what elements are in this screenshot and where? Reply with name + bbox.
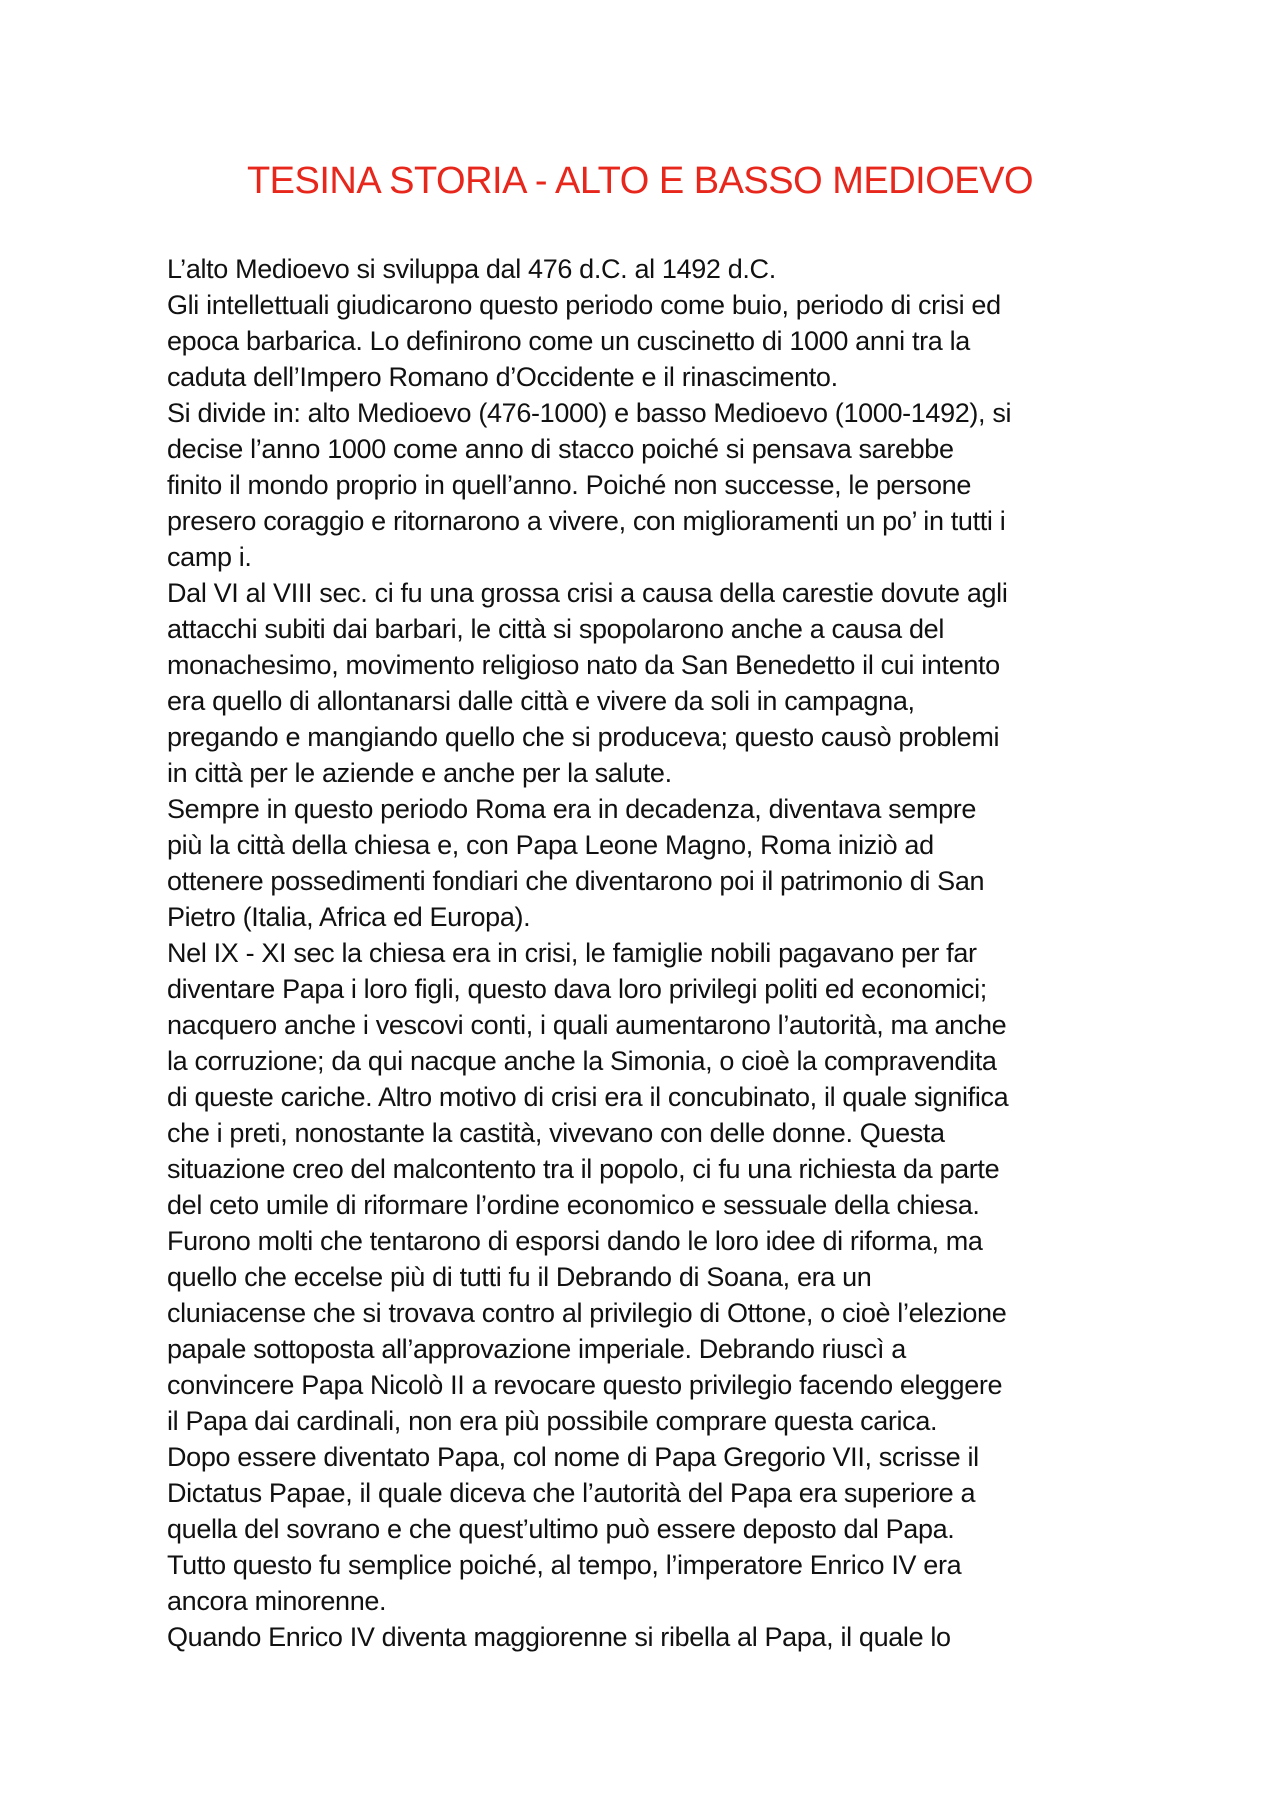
text-line: monachesimo, movimento religioso nato da San Benedetto il cui intento [167,650,1000,680]
text-line: Si divide in: alto Medioevo (476-1000) e basso Medioevo (1000-1492), si [167,398,1012,428]
text-line: il Papa dai cardinali, non era più possibile comprare questa carica. [167,1406,938,1436]
text-line: ancora minorenne. [167,1586,387,1616]
document-title: TESINA STORIA - ALTO E BASSO MEDIOEVO [246,160,1034,202]
text-line: in città per le aziende e anche per la salute. [167,758,672,788]
text-line: quello che eccelse più di tutti fu il Debrando di Soana, era un [167,1262,872,1292]
text-line: Pietro (Italia, Africa ed Europa). [167,902,531,932]
text-line: Tutto questo fu semplice poiché, al tempo, l’imperatore Enrico IV era [167,1550,962,1580]
text-line: pregando e mangiando quello che si produceva; questo causò problemi [167,722,1000,752]
text-line: diventare Papa i loro figli, questo dava loro privilegi politi ed economici; [167,974,987,1004]
text-line: Sempre in questo periodo Roma era in decadenza, diventava sempre [167,794,977,824]
text-line: convincere Papa Nicolò II a revocare questo privilegio facendo eleggere [167,1370,1003,1400]
text-line: Gli intellettuali giudicarono questo periodo come buio, periodo di crisi ed [167,290,1001,320]
text-line: era quello di allontanarsi dalle città e vivere da soli in campagna, [167,686,915,716]
text-line: Dopo essere diventato Papa, col nome di Papa Gregorio VII, scrisse il [167,1442,979,1472]
text-line: epoca barbarica. Lo definirono come un cuscinetto di 1000 anni tra la [167,326,970,356]
text-line: situazione creo del malcontento tra il popolo, ci fu una richiesta da parte [167,1154,1000,1184]
text-line: cluniacense che si trovava contro al privilegio di Ottone, o cioè l’elezione [167,1298,1007,1328]
text-line: camp i. [167,542,252,572]
text-line: attacchi subiti dai barbari, le città si spopolarono anche a causa del [167,614,944,644]
text-line: del ceto umile di riformare l’ordine economico e sessuale della chiesa. [167,1190,980,1220]
document-body [167,251,1127,1655]
text-line: presero coraggio e ritornarono a vivere, con miglioramenti un po’ in tutti i [167,506,1006,536]
text-line: nacquero anche i vescovi conti, i quali aumentarono l’autorità, ma anche [167,1010,1007,1040]
text-line: caduta dell’Impero Romano d’Occidente e il rinascimento. [167,362,838,392]
text-line: Nel IX - XI sec la chiesa era in crisi, le famiglie nobili pagavano per far [167,938,977,968]
text-line: L’alto Medioevo si sviluppa dal 476 d.C. al 1492 d.C. [167,254,776,284]
text-line: papale sottoposta all’approvazione imperiale. Debrando riuscì a [167,1334,906,1364]
text-line: più la città della chiesa e, con Papa Leone Magno, Roma iniziò ad [167,830,934,860]
text-line: ottenere possedimenti fondiari che diventarono poi il patrimonio di San [167,866,985,896]
text-line: che i preti, nonostante la castità, vivevano con delle donne. Questa [167,1118,945,1148]
text-line: di queste cariche. Altro motivo di crisi era il concubinato, il quale significa [167,1082,1009,1112]
text-line: Furono molti che tentarono di esporsi dando le loro idee di riforma, ma [167,1226,983,1256]
text-line: decise l’anno 1000 come anno di stacco poiché si pensava sarebbe [167,434,954,464]
text-line: Quando Enrico IV diventa maggiorenne si ribella al Papa, il quale lo [167,1622,951,1652]
text-line: finito il mondo proprio in quell’anno. Poiché non successe, le persone [167,470,972,500]
text-line: Dal VI al VIII sec. ci fu una grossa crisi a causa della carestie dovute agli [167,578,1008,608]
text-line: la corruzione; da qui nacque anche la Simonia, o cioè la compravendita [167,1046,997,1076]
text-line: Dictatus Papae, il quale diceva che l’autorità del Papa era superiore a [167,1478,976,1508]
text-line: quella del sovrano e che quest’ultimo può essere deposto dal Papa. [167,1514,955,1544]
